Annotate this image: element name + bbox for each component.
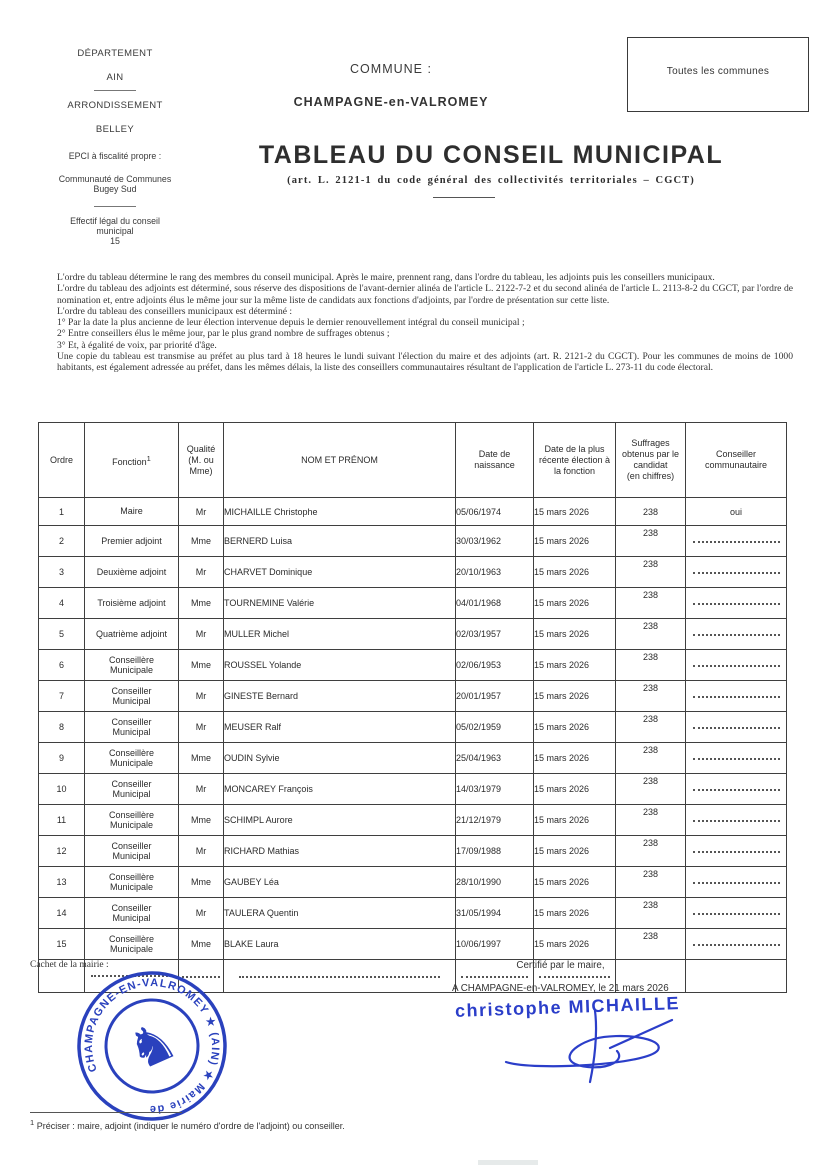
cell-ordre: 13 (39, 867, 85, 898)
scan-artifact (478, 1160, 538, 1165)
cell-suffrages: 238 (616, 619, 686, 650)
all-communes-box (627, 37, 809, 112)
cell-qualite: Mr (179, 836, 224, 867)
cell-election: 15 mars 2026 (534, 619, 616, 650)
intro-rule-3: 3° Et, à égalité de voix, par priorité d'âge. (57, 339, 217, 351)
table-row (39, 498, 787, 526)
cell-naissance: 14/03/1979 (456, 774, 534, 805)
cell-conseiller (686, 898, 787, 929)
table-row (39, 836, 787, 867)
cell-nom: CHARVET Dominique (224, 557, 456, 588)
cell-conseiller (686, 867, 787, 898)
cell-suffrages: 238 (616, 712, 686, 743)
cell-qualite: Mr (179, 898, 224, 929)
cell-suffrages: 238 (616, 498, 686, 526)
footnote-text: Préciser : maire, adjoint (indiquer le numéro d'ordre de l'adjoint) ou conseiller. (36, 1121, 345, 1131)
cell-qualite: Mme (179, 743, 224, 774)
council-table-body (39, 498, 787, 993)
cell-election: 15 mars 2026 (534, 929, 616, 960)
table-row (39, 681, 787, 712)
cell-conseiller (686, 929, 787, 960)
cell-suffrages: 238 (616, 681, 686, 712)
cell-ordre: 10 (39, 774, 85, 805)
cell-qualite: Mr (179, 557, 224, 588)
cell-fonction: Conseiller Municipal (85, 712, 179, 743)
cell-ordre: 11 (39, 805, 85, 836)
cell-fonction: Conseiller Municipal (85, 681, 179, 712)
cell-ordre: 15 (39, 929, 85, 960)
cell-election: 15 mars 2026 (534, 498, 616, 526)
cell-ordre: 7 (39, 681, 85, 712)
cell-nom: BERNERD Luisa (224, 526, 456, 557)
cell-qualite: Mme (179, 805, 224, 836)
title-divider (433, 197, 495, 198)
cell-nom: GAUBEY Léa (224, 867, 456, 898)
cell-naissance: 25/04/1963 (456, 743, 534, 774)
dotted-line (693, 569, 780, 574)
table-row (39, 712, 787, 743)
council-table (38, 422, 787, 993)
cell-conseiller (686, 774, 787, 805)
cell-naissance: 04/01/1968 (456, 588, 534, 619)
cell-suffrages: 238 (616, 588, 686, 619)
cell-naissance: 02/03/1957 (456, 619, 534, 650)
cell-fonction: Maire (85, 498, 179, 526)
column-header: Date de la plus récente élection à la fonction (534, 423, 616, 498)
cell-qualite: Mr (179, 774, 224, 805)
dotted-line (693, 786, 780, 791)
cell-ordre: 5 (39, 619, 85, 650)
cell-naissance: 05/02/1959 (456, 712, 534, 743)
cell-election: 15 mars 2026 (534, 557, 616, 588)
cell-nom: OUDIN Sylvie (224, 743, 456, 774)
cell-nom: MULLER Michel (224, 619, 456, 650)
title-block (158, 141, 824, 198)
table-row (39, 619, 787, 650)
cell-election: 15 mars 2026 (534, 805, 616, 836)
cell-election: 15 mars 2026 (534, 836, 616, 867)
cell-naissance: 05/06/1974 (456, 498, 534, 526)
intro-paragraph-3: Une copie du tableau est transmise au préfet au plus tard à 18 heures le lundi suivant l'élection du maire et des adjoints (art. R. 2121-2 du CGCT). Pour les communes de moins de 1000 habitants, est également adressée au préfet, dans les mêmes délais, la liste des conseillers communautaires résultant de l'application de l'article L. 273-11 du code électoral. (57, 351, 793, 374)
table-row (39, 526, 787, 557)
intro-line-determine: L'ordre du tableau des conseillers municipaux est déterminé : (57, 305, 293, 317)
cell-ordre: 12 (39, 836, 85, 867)
cell-nom: TAULERA Quentin (224, 898, 456, 929)
cell-naissance: 17/09/1988 (456, 836, 534, 867)
table-row (39, 929, 787, 960)
stamp-horse-emblem-icon: ♞ (117, 1008, 187, 1084)
page-title: TABLEAU DU CONSEIL MUNICIPAL (258, 141, 724, 169)
table-header (39, 423, 787, 498)
cell-election: 15 mars 2026 (534, 898, 616, 929)
intro-paragraph-2: L'ordre du tableau des adjoints est déterminé, sous réserve des dispositions de l'avant-dernier alinéa de l'article L. 2122-7-2 et du second alinéa de l'article L. 2113-8-2 du CGCT, par l'ordre de nomination et, entre adjoints élus le même jour sur la même liste de candidats aux fonctions d'adjoints, par l'ordre de présentation sur cette liste. (57, 283, 793, 306)
cell-qualite: Mr (179, 681, 224, 712)
divider (94, 206, 136, 207)
cell-election: 15 mars 2026 (534, 774, 616, 805)
cell-election: 15 mars 2026 (534, 526, 616, 557)
cell-qualite: Mme (179, 929, 224, 960)
cell-election: 15 mars 2026 (534, 588, 616, 619)
cell-naissance: 10/06/1997 (456, 929, 534, 960)
column-header: Date de naissance (456, 423, 534, 498)
cell-conseiller: oui (686, 498, 787, 526)
cell-nom: MICHAILLE Christophe (224, 498, 456, 526)
cell-conseiller (686, 650, 787, 681)
effectif-label-line1: Effectif légal du conseil (70, 216, 160, 226)
cell-conseiller (686, 681, 787, 712)
footnote (30, 1118, 345, 1131)
stamp-ring-text: CHAMPAGNE-EN-VALROMEY ★ (AIN) ★ Mairie de (82, 976, 222, 1116)
effectif-label-line2: municipal (96, 226, 134, 236)
cell-suffrages: 238 (616, 805, 686, 836)
cell-naissance: 30/03/1962 (456, 526, 534, 557)
cell-suffrages: 238 (616, 929, 686, 960)
cell-suffrages: 238 (616, 774, 686, 805)
table-row (39, 774, 787, 805)
cell-election: 15 mars 2026 (534, 681, 616, 712)
cell-nom: ROUSSEL Yolande (224, 650, 456, 681)
cell-nom: GINESTE Bernard (224, 681, 456, 712)
mayor-signature-name: christophe MICHAILLE (454, 993, 681, 1021)
cell-ordre: 1 (39, 498, 85, 526)
cell-ordre: 3 (39, 557, 85, 588)
cell-election: 15 mars 2026 (534, 743, 616, 774)
cell-suffrages: 238 (616, 836, 686, 867)
dotted-line (693, 941, 780, 946)
cell-qualite: Mr (179, 712, 224, 743)
cell-naissance: 28/10/1990 (456, 867, 534, 898)
intro-rule-1: 1° Par la date la plus ancienne de leur élection intervenue depuis le dernier renouvellement intégral du conseil municipal ; (57, 317, 525, 329)
dotted-line (239, 973, 440, 978)
cell-fonction: Conseillère Municipale (85, 743, 179, 774)
footnote-divider (30, 1112, 182, 1113)
dotted-line (693, 662, 780, 667)
table-row (39, 898, 787, 929)
commune-block (230, 62, 552, 109)
cell-naissance: 20/10/1963 (456, 557, 534, 588)
intro-text (57, 272, 793, 374)
intro-paragraph-1: L'ordre du tableau détermine le rang des membres du conseil municipal. Après le maire, prennent rang, dans l'ordre du tableau, les adjoints puis les conseillers municipaux. (57, 272, 715, 283)
intro-rule-2: 2° Entre conseillers élus le même jour, par le plus grand nombre de suffrages obtenus ; (57, 328, 390, 340)
cell-nom: MEUSER Ralf (224, 712, 456, 743)
cell-qualite: Mr (179, 498, 224, 526)
dotted-line (693, 848, 780, 853)
cell-conseiller (686, 588, 787, 619)
cell-ordre: 14 (39, 898, 85, 929)
cell-fonction: Conseillère Municipale (85, 650, 179, 681)
cell-naissance: 21/12/1979 (456, 805, 534, 836)
cell-election: 15 mars 2026 (534, 867, 616, 898)
dotted-line (461, 973, 528, 978)
dotted-line (693, 538, 780, 543)
cell-naissance: 20/01/1957 (456, 681, 534, 712)
cell-conseiller (686, 712, 787, 743)
column-header: Qualité (M. ou Mme) (179, 423, 224, 498)
epci-label: EPCI à fiscalité propre : (68, 151, 162, 161)
commune-label: COMMUNE : (350, 62, 432, 76)
cell-qualite: Mme (179, 650, 224, 681)
cell-fonction: Conseiller Municipal (85, 774, 179, 805)
cell-conseiller (686, 526, 787, 557)
page-subtitle: (art. L. 2121-1 du code général des collectivités territoriales – CGCT) (287, 175, 695, 186)
column-header: Fonction$^1$ (85, 423, 179, 498)
cell-suffrages: 238 (616, 898, 686, 929)
cell-nom: BLAKE Laura (224, 929, 456, 960)
dotted-line (693, 910, 780, 915)
column-header: Suffrages obtenus par le candidat (en chiffres) (616, 423, 686, 498)
cell-suffrages: 238 (616, 557, 686, 588)
dotted-line (693, 755, 780, 760)
table-header-row (39, 423, 787, 498)
cell-suffrages: 238 (616, 867, 686, 898)
cell-election: 15 mars 2026 (534, 650, 616, 681)
departement-label: DÉPARTEMENT (77, 48, 153, 59)
cell-ordre: 8 (39, 712, 85, 743)
all-communes-label: Toutes les communes (666, 66, 770, 77)
column-header: NOM ET PRÉNOM (224, 423, 456, 498)
cell-conseiller (686, 805, 787, 836)
cell-fonction: Quatrième adjoint (85, 619, 179, 650)
cell-fonction: Conseillère Municipale (85, 805, 179, 836)
commune-name: CHAMPAGNE-en-VALROMEY (293, 95, 489, 109)
cachet-label: Cachet de la mairie : (30, 960, 109, 970)
column-header: Ordre (39, 423, 85, 498)
cell-nom: SCHIMPL Aurore (224, 805, 456, 836)
dotted-line (693, 724, 780, 729)
divider (94, 90, 136, 91)
cell-fonction: Troisième adjoint (85, 588, 179, 619)
departement-value: AIN (106, 72, 124, 83)
cell-conseiller (686, 836, 787, 867)
cell-ordre: 4 (39, 588, 85, 619)
table-row (39, 867, 787, 898)
cell-suffrages: 238 (616, 743, 686, 774)
cell-fonction: Conseiller Municipal (85, 836, 179, 867)
table-row (39, 743, 787, 774)
certification-place-date: A CHAMPAGNE-en-VALROMEY, le 21 mars 2026 (452, 983, 669, 994)
arrondissement-value: BELLEY (95, 124, 135, 135)
cell-qualite: Mme (179, 867, 224, 898)
arrondissement-label: ARRONDISSEMENT (67, 100, 163, 111)
cell-conseiller (686, 619, 787, 650)
table-row (39, 557, 787, 588)
certified-by-text: Certifié par le maire, (516, 960, 605, 971)
cell-conseiller (686, 743, 787, 774)
dotted-line (693, 817, 780, 822)
table-row (39, 805, 787, 836)
cell-qualite: Mr (179, 619, 224, 650)
cell-fonction: Conseillère Municipale (85, 867, 179, 898)
dotted-line (693, 600, 780, 605)
cell-nom: MONCAREY François (224, 774, 456, 805)
cell-nom (224, 960, 456, 993)
table-row (39, 588, 787, 619)
effectif-value: 15 (110, 236, 120, 246)
cell-conseiller (686, 960, 787, 993)
dotted-line (539, 973, 609, 978)
epci-name-line1: Communauté de Communes (58, 174, 172, 184)
table-row (39, 650, 787, 681)
cell-qualite: Mme (179, 526, 224, 557)
footnote-marker: 1 (30, 1118, 35, 1127)
cell-qualite: Mme (179, 588, 224, 619)
cell-ordre: 2 (39, 526, 85, 557)
epci-name-line2: Bugey Sud (93, 184, 137, 194)
cell-naissance: 02/06/1953 (456, 650, 534, 681)
column-header: Conseiller communautaire (686, 423, 787, 498)
cell-ordre: 9 (39, 743, 85, 774)
cell-fonction: Conseillère Municipale (85, 929, 179, 960)
dotted-line (693, 879, 780, 884)
cell-ordre: 6 (39, 650, 85, 681)
cell-fonction: Premier adjoint (85, 526, 179, 557)
cell-nom: TOURNEMINE Valérie (224, 588, 456, 619)
cell-naissance: 31/05/1994 (456, 898, 534, 929)
cell-fonction: Deuxième adjoint (85, 557, 179, 588)
cell-nom: RICHARD Mathias (224, 836, 456, 867)
signature-scribble (498, 1008, 683, 1086)
dotted-line (693, 693, 780, 698)
dotted-line (693, 631, 780, 636)
cell-fonction: Conseiller Municipal (85, 898, 179, 929)
cell-suffrages: 238 (616, 526, 686, 557)
cell-suffrages: 238 (616, 650, 686, 681)
cell-election: 15 mars 2026 (534, 712, 616, 743)
cell-conseiller (686, 557, 787, 588)
